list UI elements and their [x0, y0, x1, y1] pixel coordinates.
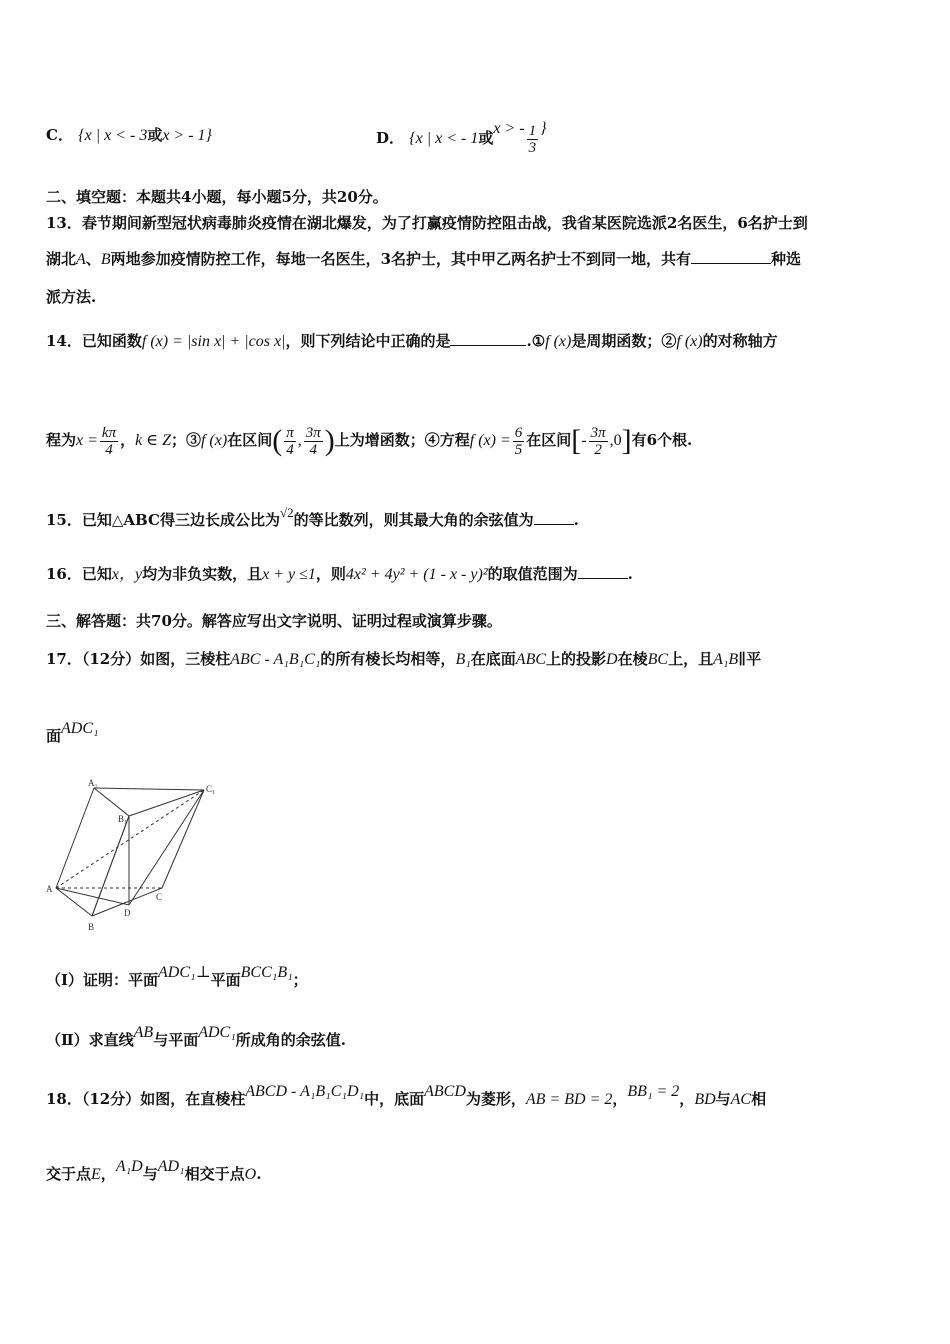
edge-b1c1: [129, 790, 204, 816]
answer-blank: [534, 510, 574, 525]
q18-line2: 交于点E，A₁D与AD₁相交于点O.: [46, 1158, 262, 1183]
section-3-heading: 三、解答题：共70分。解答应写出文字说明、证明过程或演算步骤。: [46, 612, 502, 630]
q18-line1: 18．（12分）如图，在直棱柱ABCD - A₁B₁C₁D₁中，底面ABCD为菱形，AB = BD = 2，BB₁ = 2，BD与AC相: [46, 1083, 767, 1108]
edge-a1c1: [94, 788, 204, 790]
answer-blank: [578, 564, 628, 579]
edge-ac1-hidden: [56, 790, 204, 888]
label-c1: C₁: [206, 784, 216, 794]
prism-figure: [44, 778, 224, 938]
label-b: B: [88, 922, 95, 932]
q13-line2: 湖北A、B两地参加疫情防控工作，每地一名医生，3名护士，其中甲乙两名护士不到同一地，共有 种选: [46, 250, 802, 268]
option-c: C． {x | x < - 3或x > - 1}: [46, 126, 212, 144]
q17-part2: （Ⅱ）求直线AB与平面ADC₁所成角的余弦值.: [46, 1024, 347, 1049]
section-2-heading: 二、填空题：本题共4小题，每小题5分，共20分。: [46, 188, 388, 206]
q14-line2: 程为x = $\frac{k\pi}{4}$ ，k ∈ Z；③f (x)在区间( $\frac{\pi}{4}$ , $\frac{3\pi}{4}$ )上为增函数；④方程f (x) = $\frac{6}{5}$ 在区间[- $\frac{3\pi}{2}$ ,0]有6个根.: [46, 424, 693, 458]
label-c: C: [156, 892, 163, 902]
edge-c1c: [162, 790, 204, 888]
edge-a1b1: [94, 788, 129, 816]
label-a1: A₁: [88, 778, 98, 788]
label-b1: B₁: [118, 814, 128, 824]
edge-a1a: [56, 788, 94, 888]
q17-part1: （Ⅰ）证明：平面ADC₁⊥平面BCC₁B₁；: [46, 964, 308, 989]
q17-line1: 17．（12分）如图，三棱柱ABC - A₁B₁C₁的所有棱长均相等，B₁在底面ABC上的投影D在棱BC上，且A₁B∥平: [46, 650, 762, 668]
answer-blank: [450, 331, 526, 346]
option-d: D． {x | x < - 1或x > - $\frac{1}{3}$ }: [376, 120, 547, 156]
label-d: D: [124, 908, 131, 918]
label-a: A: [46, 884, 53, 894]
q16: 16．已知x，y均为非负实数，且x + y ≤1，则4x² + 4y² + (1 - x - y)²的取值范围为 .: [46, 565, 633, 583]
q13-line1: 13．春节期间新型冠状病毒肺炎疫情在湖北爆发，为了打赢疫情防控阻击战，我省某医院选派2名医生，6名护士到: [46, 214, 808, 232]
answer-blank: [691, 249, 771, 264]
q13-line3: 派方法.: [46, 288, 97, 306]
q17-line2: 面ADC₁: [46, 720, 99, 745]
q14-line1: 14．已知函数f (x) = |sin x| + |cos x|，则下列结论中正确的是 .①f (x)是周期函数；②f (x)的对称轴方: [46, 332, 778, 350]
fraction-one-third: $\frac{1}{3}$: [528, 122, 537, 156]
q15: 15．已知△ABC得三边长成公比为√2的等比数列，则其最大角的余弦值为 .: [46, 505, 579, 529]
